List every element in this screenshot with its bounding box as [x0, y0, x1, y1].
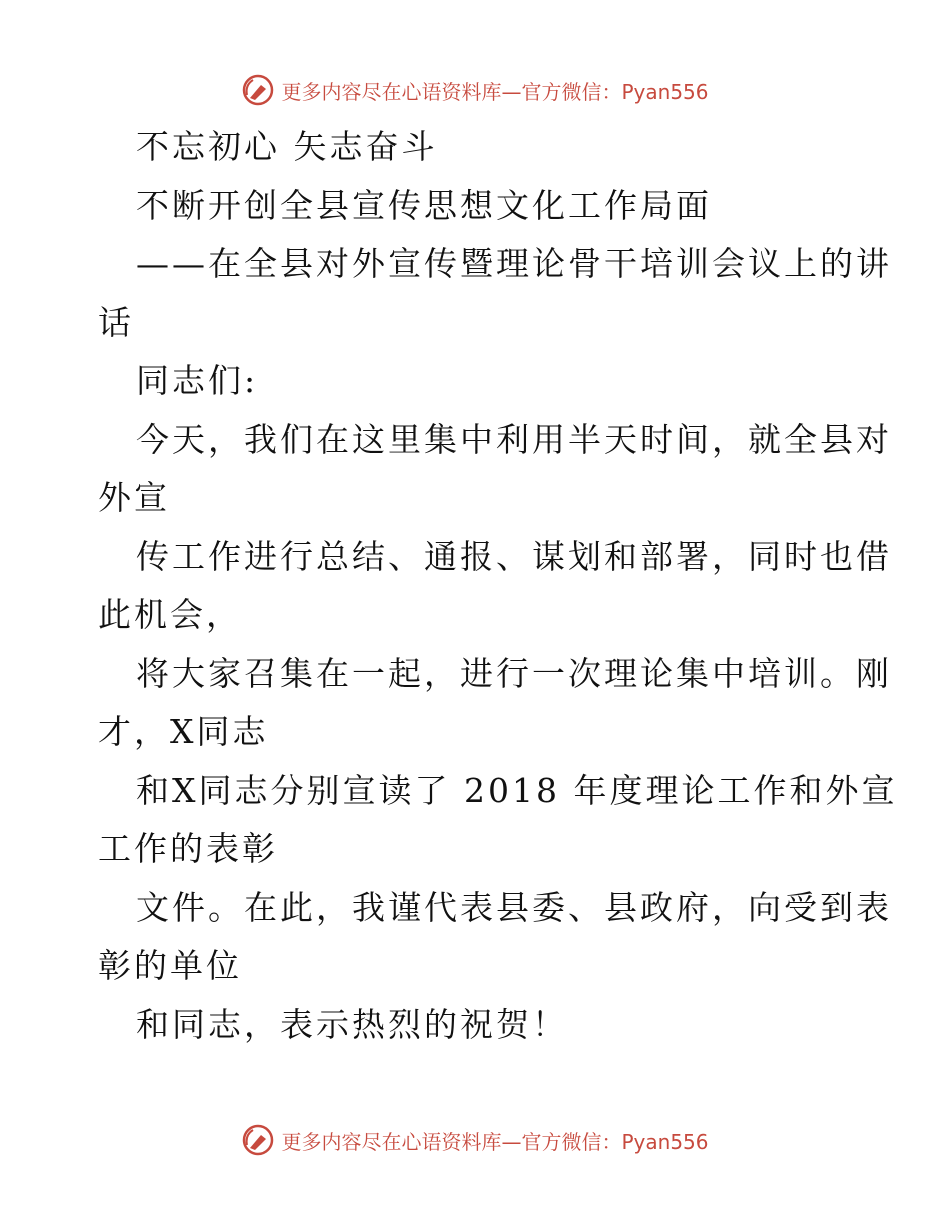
- document-line: 和同志，表示热烈的祝贺！: [136, 1004, 568, 1044]
- banner-account: Pyan556: [621, 79, 709, 104]
- document-line: 将大家召集在一起，进行一次理论集中培训。刚: [136, 653, 892, 693]
- banner-official: 官方微信：: [521, 79, 622, 104]
- document-line: 不断开创全县宣传思想文化工作局面: [136, 185, 712, 225]
- document-line: 外宣: [98, 478, 170, 517]
- banner-separator: —: [501, 1129, 522, 1154]
- document-line: 今天，我们在这里集中利用半天时间，就全县对: [136, 419, 892, 459]
- document-line: ——在全县对外宣传暨理论骨干培训会议上的讲: [136, 244, 892, 283]
- banner-brand: 更多内容尽在心语资料库: [281, 79, 502, 104]
- banner-separator: —: [501, 79, 522, 104]
- pen-nib-logo-icon: [241, 1123, 275, 1157]
- banner-account: Pyan556: [621, 1129, 709, 1154]
- pen-nib-logo-icon: [241, 73, 275, 107]
- document-line: 此机会，: [98, 595, 242, 634]
- document-line: 文件。在此，我谨代表县委、县政府，向受到表: [136, 887, 892, 927]
- document-line: 和X同志分别宣读了 2018 年度理论工作和外宣: [136, 770, 898, 810]
- document-line: 不忘初心 矢志奋斗: [136, 127, 438, 166]
- document-line: 才，X同志: [98, 712, 269, 751]
- document-line: 话: [98, 302, 134, 342]
- document-line: 彰的单位: [98, 946, 242, 985]
- footer-watermark: [0, 1120, 950, 1160]
- banner-official: 官方微信：: [521, 1129, 622, 1154]
- header-watermark: [0, 70, 950, 110]
- document-line: 同志们:: [136, 361, 259, 400]
- document-line: 传工作进行总结、通报、谋划和部署，同时也借: [136, 536, 892, 576]
- document-line: 工作的表彰: [98, 829, 278, 868]
- banner-brand: 更多内容尽在心语资料库: [281, 1129, 502, 1154]
